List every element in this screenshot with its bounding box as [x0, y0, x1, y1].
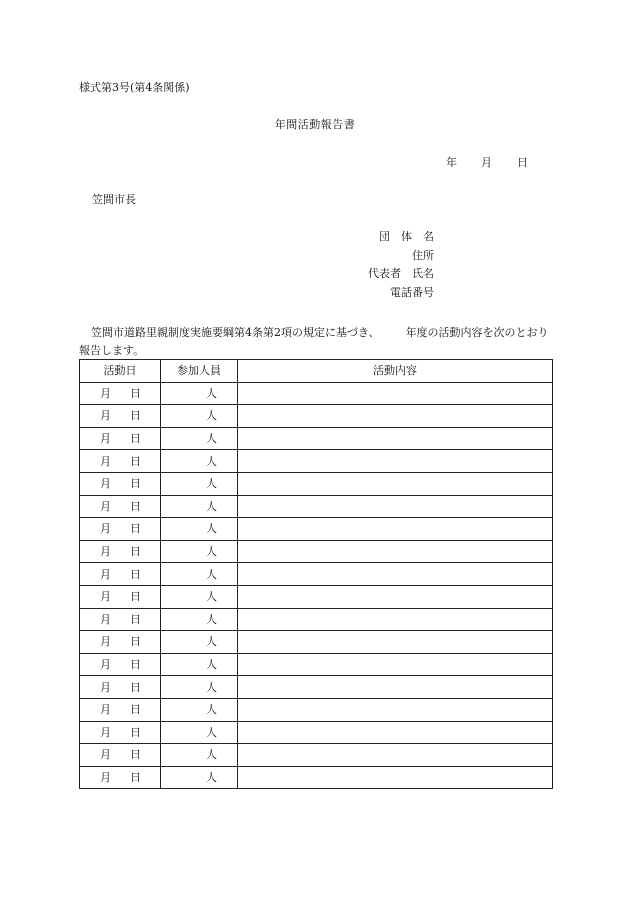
activity-content-cell[interactable] [238, 540, 553, 563]
participants-cell[interactable] [161, 766, 238, 789]
activity-date-cell[interactable] [80, 472, 161, 495]
header-activity-date: 活動日 [80, 360, 161, 383]
month-label: 月 [100, 748, 111, 762]
day-label: 日 [130, 703, 141, 717]
activity-content-cell[interactable] [238, 631, 553, 654]
activity-content-cell[interactable] [238, 676, 553, 699]
participants-cell[interactable] [161, 721, 238, 744]
people-unit-label: 人 [206, 680, 217, 694]
month-label: 月 [100, 680, 111, 694]
month-label: 月 [100, 770, 111, 784]
activity-content-cell[interactable] [238, 766, 553, 789]
month-label: 月 [100, 522, 111, 536]
header-activity-content: 活動内容 [238, 360, 553, 383]
table-row [80, 744, 553, 767]
activity-date-cell[interactable] [80, 382, 161, 405]
activity-date-cell[interactable] [80, 585, 161, 608]
day-label: 日 [130, 680, 141, 694]
table-row [80, 405, 553, 428]
people-unit-label: 人 [206, 499, 217, 513]
participants-cell[interactable] [161, 563, 238, 586]
table-row [80, 676, 553, 699]
table-body [80, 382, 553, 789]
participants-cell[interactable] [161, 405, 238, 428]
month-label: 月 [100, 703, 111, 717]
month-label: 月 [100, 499, 111, 513]
participants-cell[interactable] [161, 518, 238, 541]
table-row [80, 653, 553, 676]
activity-content-cell[interactable] [238, 427, 553, 450]
statement-part-2: 年度の活動内容を次のとおり報告します。 [79, 326, 549, 357]
group-name-label: 団 体 名 [379, 230, 434, 243]
month-label: 月 [100, 635, 111, 649]
activity-content-cell[interactable] [238, 744, 553, 767]
date-line [446, 157, 528, 168]
people-unit-label: 人 [206, 748, 217, 762]
activity-content-cell[interactable] [238, 495, 553, 518]
participants-cell[interactable] [161, 631, 238, 654]
activity-content-cell[interactable] [238, 405, 553, 428]
table-row [80, 518, 553, 541]
people-unit-label: 人 [206, 432, 217, 446]
activity-date-cell[interactable] [80, 744, 161, 767]
people-unit-label: 人 [206, 409, 217, 423]
people-unit-label: 人 [206, 612, 217, 626]
activity-date-cell[interactable] [80, 563, 161, 586]
table-row [80, 766, 553, 789]
day-label: 日 [130, 748, 141, 762]
month-label: 月 [100, 658, 111, 672]
table-row [80, 585, 553, 608]
activity-content-cell[interactable] [238, 721, 553, 744]
form-number: 様式第3号(第4条関係) [79, 81, 190, 94]
month-label: 月 [100, 567, 111, 581]
activity-content-cell[interactable] [238, 653, 553, 676]
report-statement [79, 324, 555, 360]
people-unit-label: 人 [206, 522, 217, 536]
table-row [80, 631, 553, 654]
day-label: 日 [130, 432, 141, 446]
activity-date-cell[interactable] [80, 450, 161, 473]
people-unit-label: 人 [206, 454, 217, 468]
day-label: 日 [130, 499, 141, 513]
month-label: 月 [100, 725, 111, 739]
header-participants: 参加人員 [161, 360, 238, 383]
table-row [80, 721, 553, 744]
participants-cell[interactable] [161, 608, 238, 631]
activity-content-cell[interactable] [238, 608, 553, 631]
document-title: 年間活動報告書 [274, 118, 356, 131]
day-label: 日 [130, 590, 141, 604]
activity-date-cell[interactable] [80, 540, 161, 563]
activity-content-cell[interactable] [238, 585, 553, 608]
day-label: 日 [130, 725, 141, 739]
month-label: 月 [481, 156, 492, 169]
people-unit-label: 人 [206, 635, 217, 649]
table-row [80, 495, 553, 518]
activity-content-cell[interactable] [238, 698, 553, 721]
participants-cell[interactable] [161, 744, 238, 767]
table-row [80, 382, 553, 405]
table-header-row [80, 360, 553, 383]
table-row [80, 608, 553, 631]
table-row [80, 563, 553, 586]
day-label: 日 [130, 567, 141, 581]
participants-cell[interactable] [161, 698, 238, 721]
day-label: 日 [130, 522, 141, 536]
people-unit-label: 人 [206, 770, 217, 784]
activity-content-cell[interactable] [238, 472, 553, 495]
activity-date-cell[interactable] [80, 427, 161, 450]
activity-content-cell[interactable] [238, 382, 553, 405]
month-label: 月 [100, 454, 111, 468]
activity-date-cell[interactable] [80, 721, 161, 744]
table-row [80, 540, 553, 563]
representative-name-label: 代表者 氏名 [368, 267, 434, 280]
activity-table [79, 359, 553, 789]
activity-content-cell[interactable] [238, 518, 553, 541]
day-label: 日 [130, 635, 141, 649]
participants-cell[interactable] [161, 382, 238, 405]
day-label: 日 [130, 545, 141, 559]
participants-cell[interactable] [161, 495, 238, 518]
table-row [80, 698, 553, 721]
activity-date-cell[interactable] [80, 405, 161, 428]
month-label: 月 [100, 590, 111, 604]
day-label: 日 [517, 156, 528, 169]
activity-date-cell[interactable] [80, 608, 161, 631]
table-row [80, 472, 553, 495]
participants-cell[interactable] [161, 653, 238, 676]
month-label: 月 [100, 409, 111, 423]
month-label: 月 [100, 386, 111, 400]
day-label: 日 [130, 454, 141, 468]
activity-content-cell[interactable] [238, 563, 553, 586]
day-label: 日 [130, 770, 141, 784]
activity-date-cell[interactable] [80, 495, 161, 518]
day-label: 日 [130, 612, 141, 626]
day-label: 日 [130, 658, 141, 672]
participants-cell[interactable] [161, 676, 238, 699]
activity-date-cell[interactable] [80, 766, 161, 789]
activity-date-cell[interactable] [80, 518, 161, 541]
people-unit-label: 人 [206, 658, 217, 672]
month-label: 月 [100, 612, 111, 626]
people-unit-label: 人 [206, 386, 217, 400]
day-label: 日 [130, 477, 141, 491]
activity-date-cell[interactable] [80, 676, 161, 699]
table-row [80, 427, 553, 450]
address-label: 住所 [412, 249, 434, 262]
participants-cell[interactable] [161, 427, 238, 450]
participants-cell[interactable] [161, 450, 238, 473]
month-label: 月 [100, 545, 111, 559]
participants-cell[interactable] [161, 585, 238, 608]
day-label: 日 [130, 386, 141, 400]
day-label: 日 [130, 409, 141, 423]
people-unit-label: 人 [206, 545, 217, 559]
people-unit-label: 人 [206, 703, 217, 717]
people-unit-label: 人 [206, 590, 217, 604]
participants-cell[interactable] [161, 472, 238, 495]
year-label: 年 [446, 156, 457, 169]
activity-date-cell[interactable] [80, 631, 161, 654]
table-row [80, 450, 553, 473]
people-unit-label: 人 [206, 567, 217, 581]
month-label: 月 [100, 432, 111, 446]
people-unit-label: 人 [206, 725, 217, 739]
month-label: 月 [100, 477, 111, 491]
recipient: 笠間市長 [92, 193, 136, 206]
activity-content-cell[interactable] [238, 450, 553, 473]
activity-date-cell[interactable] [80, 653, 161, 676]
people-unit-label: 人 [206, 477, 217, 491]
statement-part-1: 笠間市道路里親制度実施要綱第4条第2項の規定に基づき、 [91, 326, 380, 339]
activity-date-cell[interactable] [80, 698, 161, 721]
phone-number-label: 電話番号 [390, 286, 434, 299]
participants-cell[interactable] [161, 540, 238, 563]
